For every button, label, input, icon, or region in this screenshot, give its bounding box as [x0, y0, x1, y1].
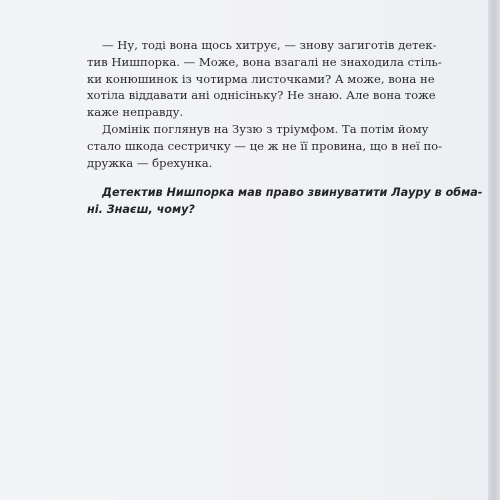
- text-line: — Ну, тоді вона щось хитрує, — знову загиготів детек-: [102, 38, 437, 52]
- question-line: Детектив Нишпорка мав право звинуватити Лауру в обма-: [102, 186, 483, 200]
- text-line: хотіла віддавати ані однісіньку? Не знаю. Але вона тоже: [87, 88, 436, 103]
- question-text: [87, 185, 483, 219]
- paragraph-gap: [87, 171, 405, 185]
- question-line: ні. Знаєш, чому?: [87, 203, 195, 217]
- paragraph-dialogue: [87, 37, 442, 121]
- text-line: Домінік поглянув на Зузю з тріумфом. Та потім йому: [102, 121, 429, 136]
- page-edge: [488, 0, 500, 500]
- text-line: дружка — брехунка.: [87, 155, 213, 170]
- text-line: каже неправду.: [87, 105, 184, 120]
- page-text: [87, 37, 483, 219]
- text-line: стало шкода сестричку — це ж не її провина, що в неї по-: [87, 138, 443, 153]
- text-line: тив Нишпорка. — Може, вона взагалі не знаходила стіль-: [87, 54, 442, 69]
- text-line: ки конюшинок із чотирма листочками? А може, вона не: [87, 71, 435, 86]
- paragraph-narration: [87, 121, 443, 171]
